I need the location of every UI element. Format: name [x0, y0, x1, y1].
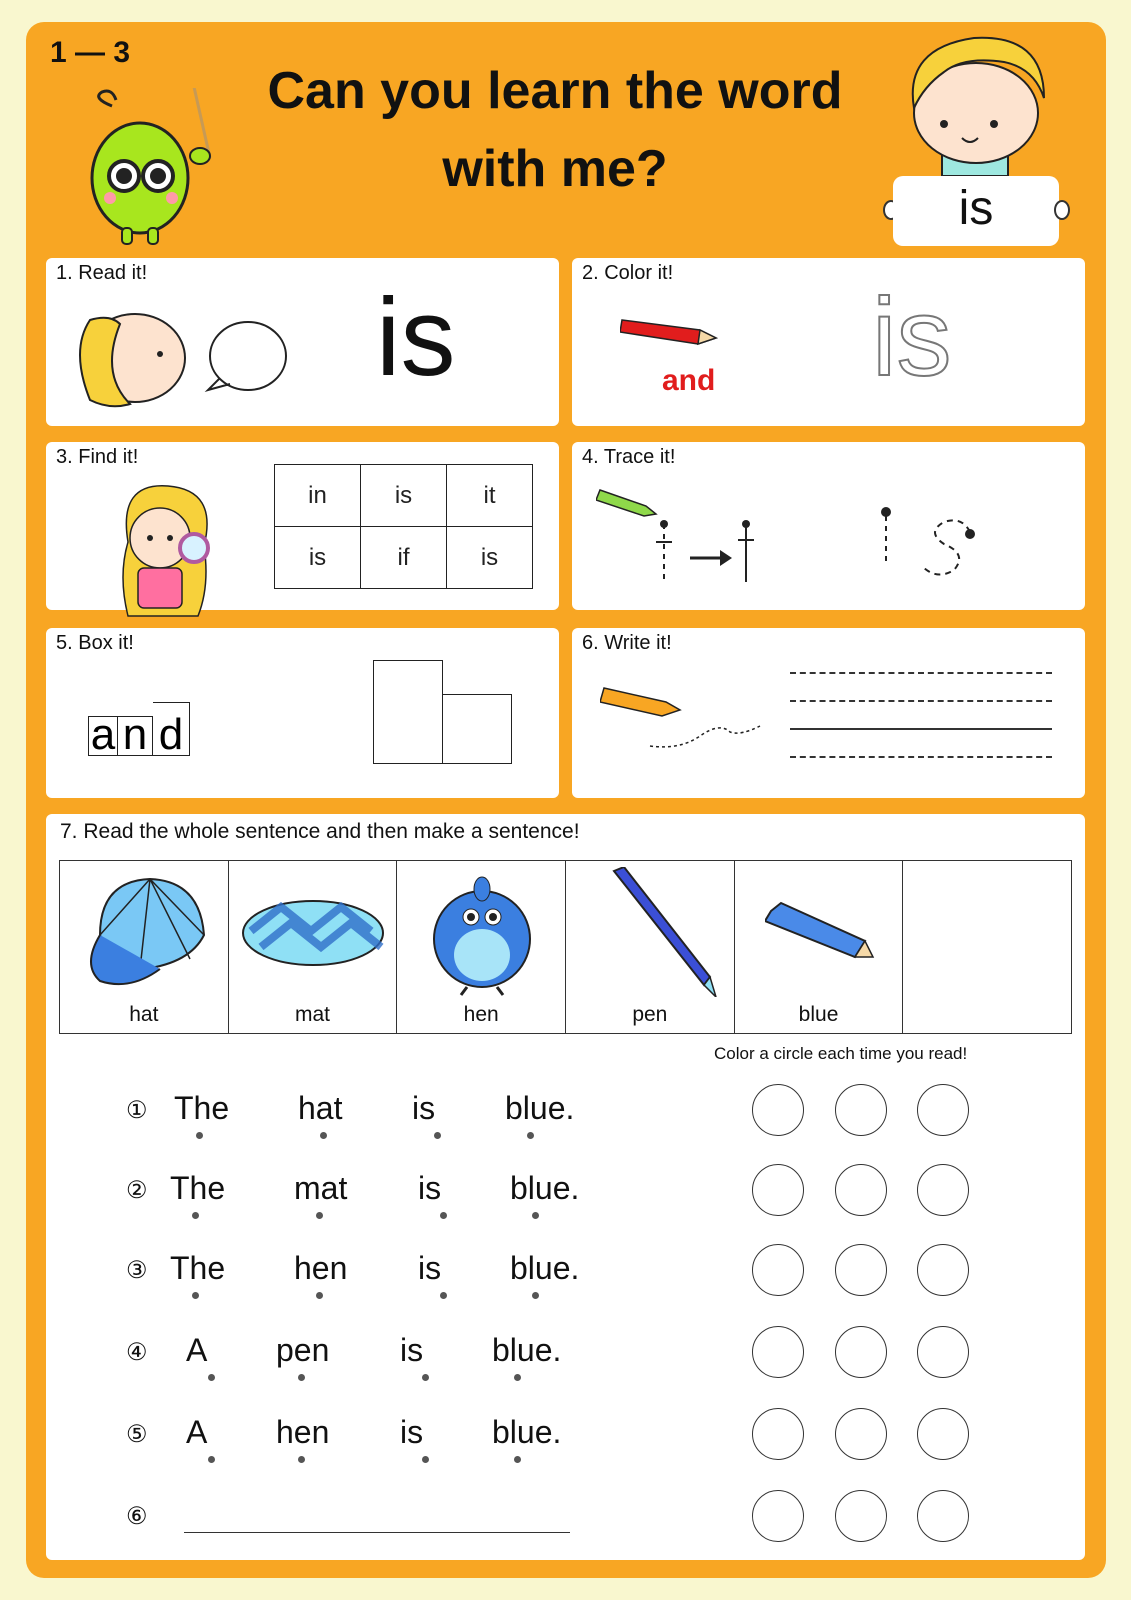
- find-cell[interactable]: is: [361, 465, 447, 527]
- reading-dot: [316, 1212, 323, 1219]
- picture-blue: [735, 861, 904, 1033]
- read-word: is: [376, 276, 456, 399]
- title-line-1: Can you learn the word: [267, 62, 843, 120]
- color-caption: and: [662, 364, 716, 397]
- panel-trace-it: [572, 442, 1085, 610]
- find-grid: [274, 464, 533, 589]
- picture-pen: [566, 861, 735, 1033]
- sentence-word: pen: [276, 1332, 330, 1368]
- reading-dot: [208, 1456, 215, 1463]
- reading-circle[interactable]: [835, 1408, 887, 1460]
- sentence-number: ①: [126, 1097, 148, 1124]
- box-letter: n: [118, 716, 153, 756]
- box-answer-tall[interactable]: [373, 660, 443, 764]
- find-cell[interactable]: is: [447, 527, 533, 589]
- sentence-word: blue.: [492, 1332, 562, 1368]
- reading-circle[interactable]: [835, 1244, 887, 1296]
- box-answer-short[interactable]: [442, 694, 512, 764]
- reading-dot: [440, 1292, 447, 1299]
- find-cell[interactable]: it: [447, 465, 533, 527]
- reading-dot: [208, 1374, 215, 1381]
- orange-pencil-icon: [600, 684, 770, 754]
- reading-circle[interactable]: [835, 1490, 887, 1542]
- find-cell[interactable]: is: [275, 527, 361, 589]
- sentence-number: ⑥: [126, 1503, 148, 1530]
- color-outline-word[interactable]: is: [872, 276, 952, 399]
- sentence-write-line[interactable]: [184, 1532, 570, 1533]
- reading-circle[interactable]: [752, 1326, 804, 1378]
- sentence-number: ④: [126, 1339, 148, 1366]
- sentence-word: blue.: [505, 1090, 575, 1126]
- lesson-number: 1 — 3: [50, 36, 131, 69]
- pen-icon: [606, 867, 736, 997]
- panel-box-label: 5. Box it!: [56, 632, 134, 654]
- reading-circle[interactable]: [835, 1084, 887, 1136]
- picture-label: pen: [632, 1003, 668, 1026]
- writing-lines[interactable]: [790, 672, 1052, 760]
- reading-circle[interactable]: [752, 1084, 804, 1136]
- reading-dot: [422, 1456, 429, 1463]
- reading-circle[interactable]: [917, 1084, 969, 1136]
- hen-icon: [417, 869, 547, 999]
- reading-dot: [196, 1132, 203, 1139]
- reading-dot: [298, 1456, 305, 1463]
- boy-character-icon: [892, 28, 1062, 178]
- box-letter: d: [153, 702, 190, 756]
- reading-dot: [298, 1374, 305, 1381]
- girl-magnifier-icon: [108, 482, 218, 622]
- reading-dot: [320, 1132, 327, 1139]
- picture-label: hen: [463, 1003, 499, 1026]
- reading-dot: [440, 1212, 447, 1219]
- reading-circle[interactable]: [835, 1326, 887, 1378]
- sentence-number: ⑤: [126, 1421, 148, 1448]
- sentence-word: blue.: [510, 1170, 580, 1206]
- reading-dot: [316, 1292, 323, 1299]
- sentence-word: blue.: [510, 1250, 580, 1286]
- sentence-word: hen: [294, 1250, 348, 1286]
- picture-mat: [229, 861, 398, 1033]
- reading-circle[interactable]: [917, 1244, 969, 1296]
- page-title: [230, 52, 880, 208]
- sentence-word: is: [400, 1332, 424, 1368]
- blue-pencil-icon: [765, 901, 895, 991]
- panel-trace-label: 4. Trace it!: [582, 446, 676, 468]
- reading-circle[interactable]: [752, 1490, 804, 1542]
- target-word-card: is: [893, 176, 1059, 246]
- sentence-word: mat: [294, 1170, 348, 1206]
- reading-dot: [192, 1292, 199, 1299]
- trace-example-icon: [596, 478, 1066, 598]
- panel-color-it: [572, 258, 1085, 426]
- reading-dot: [192, 1212, 199, 1219]
- sentence-word: A: [186, 1332, 208, 1368]
- reading-circle[interactable]: [835, 1164, 887, 1216]
- face-speech-icon: [60, 300, 310, 410]
- panel-find-label: 3. Find it!: [56, 446, 139, 468]
- green-mascot-icon: [82, 88, 222, 248]
- picture-empty: [903, 861, 1071, 1033]
- sentence-word: is: [412, 1090, 436, 1126]
- sentence-word: The: [174, 1090, 230, 1126]
- reading-circle[interactable]: [917, 1408, 969, 1460]
- card-hole-right: [1054, 200, 1070, 220]
- reading-dot: [527, 1132, 534, 1139]
- picture-label: mat: [295, 1003, 331, 1026]
- reading-dot: [532, 1292, 539, 1299]
- sentence-word: A: [186, 1414, 208, 1450]
- reading-dot: [514, 1374, 521, 1381]
- sentence-word: hat: [298, 1090, 343, 1126]
- panel-read-label: 1. Read it!: [56, 262, 148, 284]
- reading-dot: [514, 1456, 521, 1463]
- hat-icon: [80, 875, 210, 995]
- mat-icon: [241, 891, 391, 1001]
- sentence-word: is: [418, 1170, 442, 1206]
- sentence-number: ②: [126, 1177, 148, 1204]
- picture-hat: [60, 861, 229, 1033]
- reading-dot: [434, 1132, 441, 1139]
- box-letter: a: [88, 716, 118, 756]
- sentence-number: ③: [126, 1257, 148, 1284]
- panel-write-it: [572, 628, 1085, 798]
- reading-circle[interactable]: [752, 1244, 804, 1296]
- panel-color-label: 2. Color it!: [582, 262, 674, 284]
- circle-instruction: Color a circle each time you read!: [714, 1044, 968, 1063]
- sentences-label: 7. Read the whole sentence and then make a sentence!: [60, 820, 580, 843]
- find-cell[interactable]: if: [361, 527, 447, 589]
- sentence-word: is: [400, 1414, 424, 1450]
- panel-read-it: [46, 258, 559, 426]
- panel-find-it: [46, 442, 559, 610]
- sentence-word: is: [418, 1250, 442, 1286]
- sentence-word: hen: [276, 1414, 330, 1450]
- title-line-2: with me?: [442, 140, 668, 198]
- picture-label: hat: [129, 1003, 159, 1026]
- panel-write-label: 6. Write it!: [582, 632, 672, 654]
- sentence-word: The: [170, 1250, 226, 1286]
- reading-circle[interactable]: [917, 1490, 969, 1542]
- box-example-word: [88, 698, 190, 759]
- find-cell[interactable]: in: [275, 465, 361, 527]
- reading-circle[interactable]: [752, 1408, 804, 1460]
- reading-circle[interactable]: [917, 1164, 969, 1216]
- reading-dot: [532, 1212, 539, 1219]
- sentence-word: The: [170, 1170, 226, 1206]
- sentence-word: blue.: [492, 1414, 562, 1450]
- reading-dot: [422, 1374, 429, 1381]
- picture-strip: [59, 860, 1072, 1034]
- reading-circle[interactable]: [917, 1326, 969, 1378]
- red-pencil-icon: [620, 316, 720, 350]
- panel-box-it: [46, 628, 559, 798]
- picture-hen: [397, 861, 566, 1033]
- reading-circle[interactable]: [752, 1164, 804, 1216]
- picture-label: blue: [798, 1003, 839, 1026]
